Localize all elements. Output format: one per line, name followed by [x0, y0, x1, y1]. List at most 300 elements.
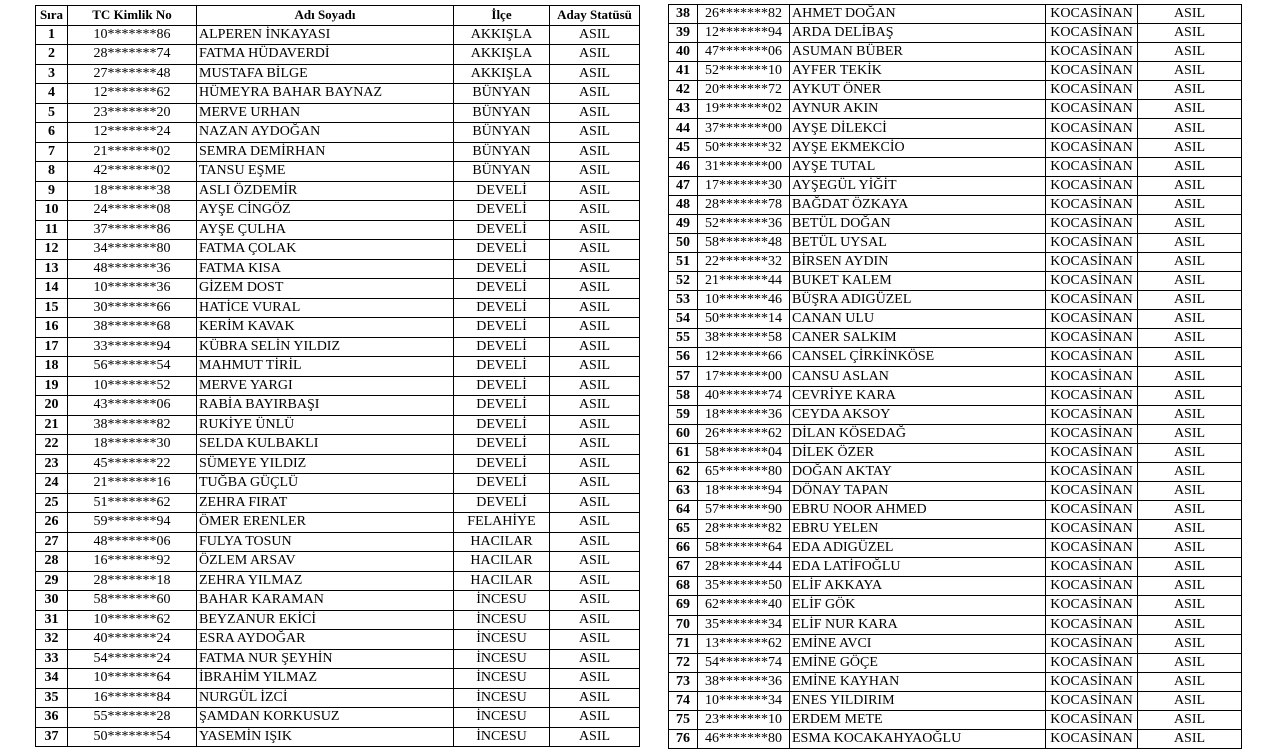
row-number: 7 — [36, 142, 68, 162]
table-row — [669, 710, 1242, 729]
table-row — [669, 100, 1242, 119]
row-number: 59 — [669, 405, 698, 424]
full-name: AYŞEGÜL YİĞİT — [790, 176, 1046, 195]
candidate-status: ASIL — [550, 318, 640, 338]
full-name: AYŞE ÇULHA — [197, 220, 454, 240]
table-row — [36, 318, 640, 338]
tc-number: 10*******46 — [698, 291, 790, 310]
candidate-status: ASIL — [550, 279, 640, 299]
row-number: 4 — [36, 84, 68, 104]
full-name: RUKİYE ÜNLÜ — [197, 415, 454, 435]
district: KOCASİNAN — [1046, 577, 1138, 596]
full-name: BEYZANUR EKİCİ — [197, 610, 454, 630]
table-row — [36, 688, 640, 708]
full-name: ASLI ÖZDEMİR — [197, 181, 454, 201]
district: AKKIŞLA — [454, 64, 550, 84]
tc-number: 26*******62 — [698, 424, 790, 443]
candidate-status: ASIL — [550, 181, 640, 201]
row-number: 10 — [36, 201, 68, 221]
row-number: 56 — [669, 348, 698, 367]
table-row — [669, 119, 1242, 138]
row-number: 38 — [669, 5, 698, 24]
row-number: 69 — [669, 596, 698, 615]
row-number: 18 — [36, 357, 68, 377]
full-name: BAĞDAT ÖZKAYA — [790, 195, 1046, 214]
table-row — [669, 615, 1242, 634]
row-number: 16 — [36, 318, 68, 338]
candidate-status: ASIL — [1138, 100, 1242, 119]
row-number: 58 — [669, 386, 698, 405]
row-number: 45 — [669, 138, 698, 157]
district: KOCASİNAN — [1046, 634, 1138, 653]
district: KOCASİNAN — [1046, 691, 1138, 710]
candidate-status: ASIL — [1138, 291, 1242, 310]
district: AKKIŞLA — [454, 25, 550, 45]
tc-number: 18*******38 — [68, 181, 197, 201]
district: KOCASİNAN — [1046, 62, 1138, 81]
district: DEVELİ — [454, 435, 550, 455]
table-row — [669, 81, 1242, 100]
tc-number: 31*******00 — [698, 157, 790, 176]
full-name: AYŞE EKMEKCİO — [790, 138, 1046, 157]
candidate-status: ASIL — [1138, 539, 1242, 558]
district: KOCASİNAN — [1046, 253, 1138, 272]
table-row — [669, 481, 1242, 500]
candidate-status: ASIL — [1138, 195, 1242, 214]
district: KOCASİNAN — [1046, 43, 1138, 62]
tc-number: 12*******62 — [68, 84, 197, 104]
row-number: 42 — [669, 81, 698, 100]
district: KOCASİNAN — [1046, 119, 1138, 138]
full-name: EDA LATİFOĞLU — [790, 558, 1046, 577]
tc-number: 10*******36 — [68, 279, 197, 299]
district: KOCASİNAN — [1046, 348, 1138, 367]
tc-number: 38*******58 — [698, 329, 790, 348]
row-number: 44 — [669, 119, 698, 138]
full-name: DOĞAN AKTAY — [790, 462, 1046, 481]
table-row — [36, 708, 640, 728]
district: DEVELİ — [454, 474, 550, 494]
district: DEVELİ — [454, 454, 550, 474]
row-number: 24 — [36, 474, 68, 494]
table-row — [36, 591, 640, 611]
full-name: MUSTAFA BİLGE — [197, 64, 454, 84]
candidate-status: ASIL — [550, 220, 640, 240]
tc-number: 10*******86 — [68, 25, 197, 45]
candidate-status: ASIL — [1138, 310, 1242, 329]
full-name: DİLEK ÖZER — [790, 443, 1046, 462]
full-name: HÜMEYRA BAHAR BAYNAZ — [197, 84, 454, 104]
full-name: FATMA KISA — [197, 259, 454, 279]
full-name: EMİNE GÖÇE — [790, 653, 1046, 672]
row-number: 37 — [36, 727, 68, 747]
full-name: FATMA HÜDAVERDİ — [197, 45, 454, 65]
candidate-status: ASIL — [1138, 43, 1242, 62]
candidate-status: ASIL — [550, 474, 640, 494]
table-row — [669, 176, 1242, 195]
candidate-status: ASIL — [1138, 329, 1242, 348]
table-row — [669, 634, 1242, 653]
candidate-status: ASIL — [1138, 653, 1242, 672]
tc-number: 17*******30 — [698, 176, 790, 195]
table-row — [669, 62, 1242, 81]
table-row — [669, 253, 1242, 272]
row-number: 6 — [36, 123, 68, 143]
candidate-status: ASIL — [550, 493, 640, 513]
full-name: ÖZLEM ARSAV — [197, 552, 454, 572]
tc-number: 56*******54 — [68, 357, 197, 377]
row-number: 53 — [669, 291, 698, 310]
tc-number: 23*******20 — [68, 103, 197, 123]
district: İNCESU — [454, 649, 550, 669]
district: KOCASİNAN — [1046, 386, 1138, 405]
table-row — [36, 669, 640, 689]
table-row — [36, 513, 640, 533]
tc-number: 54*******24 — [68, 649, 197, 669]
row-number: 11 — [36, 220, 68, 240]
tc-number: 22*******32 — [698, 253, 790, 272]
full-name: AYŞE TUTAL — [790, 157, 1046, 176]
candidate-status: ASIL — [1138, 176, 1242, 195]
full-name: EBRU YELEN — [790, 520, 1046, 539]
table-row — [36, 357, 640, 377]
district: KOCASİNAN — [1046, 481, 1138, 500]
table-row — [36, 649, 640, 669]
table-row — [36, 103, 640, 123]
district: İNCESU — [454, 688, 550, 708]
table-row — [669, 43, 1242, 62]
row-number: 50 — [669, 233, 698, 252]
row-number: 68 — [669, 577, 698, 596]
table-row — [669, 501, 1242, 520]
district: KOCASİNAN — [1046, 672, 1138, 691]
full-name: EMİNE KAYHAN — [790, 672, 1046, 691]
tc-number: 48*******36 — [68, 259, 197, 279]
table-row — [669, 539, 1242, 558]
row-number: 51 — [669, 253, 698, 272]
candidate-status: ASIL — [1138, 214, 1242, 233]
candidate-status: ASIL — [550, 25, 640, 45]
full-name: BETÜL UYSAL — [790, 233, 1046, 252]
table-row — [36, 376, 640, 396]
district: DEVELİ — [454, 337, 550, 357]
row-number: 41 — [669, 62, 698, 81]
full-name: TUĞBA GÜÇLÜ — [197, 474, 454, 494]
candidate-status: ASIL — [1138, 272, 1242, 291]
district: DEVELİ — [454, 220, 550, 240]
tc-number: 40*******74 — [698, 386, 790, 405]
table-row — [669, 672, 1242, 691]
full-name: ELİF GÖK — [790, 596, 1046, 615]
full-name: CANSU ASLAN — [790, 367, 1046, 386]
candidate-status: ASIL — [1138, 596, 1242, 615]
candidate-status: ASIL — [1138, 634, 1242, 653]
row-number: 21 — [36, 415, 68, 435]
candidate-status: ASIL — [550, 376, 640, 396]
tc-number: 10*******52 — [68, 376, 197, 396]
table-row — [669, 24, 1242, 43]
district: BÜNYAN — [454, 162, 550, 182]
district: HACILAR — [454, 552, 550, 572]
full-name: HATİCE VURAL — [197, 298, 454, 318]
full-name: KERİM KAVAK — [197, 318, 454, 338]
candidate-status: ASIL — [550, 201, 640, 221]
tc-number: 28*******82 — [698, 520, 790, 539]
tc-number: 34*******80 — [68, 240, 197, 260]
candidate-status: ASIL — [550, 357, 640, 377]
full-name: ZEHRA YILMAZ — [197, 571, 454, 591]
table-row — [669, 443, 1242, 462]
table-row — [669, 462, 1242, 481]
candidate-status: ASIL — [550, 103, 640, 123]
row-number: 73 — [669, 672, 698, 691]
row-number: 65 — [669, 520, 698, 539]
candidate-status: ASIL — [550, 337, 640, 357]
candidate-status: ASIL — [1138, 710, 1242, 729]
district: BÜNYAN — [454, 84, 550, 104]
candidate-status: ASIL — [1138, 367, 1242, 386]
district: KOCASİNAN — [1046, 443, 1138, 462]
candidate-status: ASIL — [550, 649, 640, 669]
district: KOCASİNAN — [1046, 539, 1138, 558]
candidate-status: ASIL — [1138, 119, 1242, 138]
tc-number: 51*******62 — [68, 493, 197, 513]
district: İNCESU — [454, 708, 550, 728]
row-number: 26 — [36, 513, 68, 533]
district: KOCASİNAN — [1046, 81, 1138, 100]
candidate-status: ASIL — [550, 64, 640, 84]
full-name: EBRU NOOR AHMED — [790, 501, 1046, 520]
full-name: GİZEM DOST — [197, 279, 454, 299]
row-number: 28 — [36, 552, 68, 572]
table-row — [36, 279, 640, 299]
district: İNCESU — [454, 669, 550, 689]
candidate-status: ASIL — [550, 454, 640, 474]
full-name: ESMA KOCAKAHYAOĞLU — [790, 729, 1046, 748]
full-name: ALPEREN İNKAYASI — [197, 25, 454, 45]
tc-number: 52*******36 — [698, 214, 790, 233]
row-number: 2 — [36, 45, 68, 65]
full-name: SÜMEYE YILDIZ — [197, 454, 454, 474]
district: DEVELİ — [454, 279, 550, 299]
candidate-status: ASIL — [550, 688, 640, 708]
table-row — [36, 45, 640, 65]
tc-number: 58*******48 — [698, 233, 790, 252]
tc-number: 57*******90 — [698, 501, 790, 520]
full-name: NURGÜL İZCİ — [197, 688, 454, 708]
candidate-status: ASIL — [550, 532, 640, 552]
row-number: 30 — [36, 591, 68, 611]
full-name: EDA ADIGÜZEL — [790, 539, 1046, 558]
full-name: ÖMER ERENLER — [197, 513, 454, 533]
full-name: TANSU EŞME — [197, 162, 454, 182]
full-name: BAHAR KARAMAN — [197, 591, 454, 611]
district: KOCASİNAN — [1046, 462, 1138, 481]
tc-number: 30*******66 — [68, 298, 197, 318]
table-row — [36, 396, 640, 416]
tc-number: 42*******02 — [68, 162, 197, 182]
district: KOCASİNAN — [1046, 367, 1138, 386]
table-row — [36, 474, 640, 494]
full-name: FATMA NUR ŞEYHİN — [197, 649, 454, 669]
candidate-status: ASIL — [1138, 577, 1242, 596]
full-name: ZEHRA FIRAT — [197, 493, 454, 513]
row-number: 39 — [669, 24, 698, 43]
row-number: 62 — [669, 462, 698, 481]
table-row — [36, 435, 640, 455]
full-name: SELDA KULBAKLI — [197, 435, 454, 455]
candidate-status: ASIL — [550, 259, 640, 279]
district: KOCASİNAN — [1046, 100, 1138, 119]
district: DEVELİ — [454, 259, 550, 279]
district: KOCASİNAN — [1046, 138, 1138, 157]
tc-number: 10*******64 — [68, 669, 197, 689]
district: BÜNYAN — [454, 103, 550, 123]
table-row — [669, 424, 1242, 443]
full-name: DİLAN KÖSEDAĞ — [790, 424, 1046, 443]
candidate-status: ASIL — [550, 669, 640, 689]
row-number: 32 — [36, 630, 68, 650]
district: DEVELİ — [454, 298, 550, 318]
header-ilce: İlçe — [454, 6, 550, 26]
candidate-status: ASIL — [1138, 233, 1242, 252]
table-row — [36, 240, 640, 260]
district: KOCASİNAN — [1046, 214, 1138, 233]
district: KOCASİNAN — [1046, 653, 1138, 672]
full-name: CEVRİYE KARA — [790, 386, 1046, 405]
row-number: 47 — [669, 176, 698, 195]
full-name: BİRSEN AYDIN — [790, 253, 1046, 272]
full-name: DÖNAY TAPAN — [790, 481, 1046, 500]
header-status: Aday Statüsü — [550, 6, 640, 26]
tc-number: 50*******54 — [68, 727, 197, 747]
tc-number: 35*******34 — [698, 615, 790, 634]
district: İNCESU — [454, 610, 550, 630]
table-row — [36, 571, 640, 591]
full-name: AYNUR AKIN — [790, 100, 1046, 119]
row-number: 27 — [36, 532, 68, 552]
row-number: 74 — [669, 691, 698, 710]
row-number: 12 — [36, 240, 68, 260]
full-name: BETÜL DOĞAN — [790, 214, 1046, 233]
district: AKKIŞLA — [454, 45, 550, 65]
full-name: AYŞE DİLEKCİ — [790, 119, 1046, 138]
row-number: 66 — [669, 539, 698, 558]
candidate-status: ASIL — [1138, 138, 1242, 157]
full-name: MERVE YARGI — [197, 376, 454, 396]
header-name: Adı Soyadı — [197, 6, 454, 26]
table-row — [669, 214, 1242, 233]
table-row — [36, 552, 640, 572]
district: DEVELİ — [454, 493, 550, 513]
candidate-status: ASIL — [1138, 729, 1242, 748]
tc-number: 52*******10 — [698, 62, 790, 81]
row-number: 29 — [36, 571, 68, 591]
candidate-status: ASIL — [550, 142, 640, 162]
row-number: 25 — [36, 493, 68, 513]
full-name: KÜBRA SELİN YILDIZ — [197, 337, 454, 357]
candidate-status: ASIL — [550, 727, 640, 747]
table-row — [669, 5, 1242, 24]
table-row — [36, 630, 640, 650]
full-name: EMİNE AVCI — [790, 634, 1046, 653]
candidate-status: ASIL — [1138, 386, 1242, 405]
tc-number: 21*******16 — [68, 474, 197, 494]
candidate-status: ASIL — [1138, 615, 1242, 634]
candidate-status: ASIL — [550, 45, 640, 65]
full-name: ERDEM METE — [790, 710, 1046, 729]
table-row — [36, 337, 640, 357]
district: DEVELİ — [454, 201, 550, 221]
candidate-table-left — [35, 5, 640, 747]
table-row — [36, 162, 640, 182]
tc-number: 38*******36 — [698, 672, 790, 691]
tc-number: 10*******62 — [68, 610, 197, 630]
tc-number: 37*******00 — [698, 119, 790, 138]
full-name: FULYA TOSUN — [197, 532, 454, 552]
table-row — [36, 298, 640, 318]
table-row — [36, 727, 640, 747]
full-name: ENES YILDIRIM — [790, 691, 1046, 710]
district: İNCESU — [454, 591, 550, 611]
full-name: RABİA BAYIRBAŞI — [197, 396, 454, 416]
full-name: BUKET KALEM — [790, 272, 1046, 291]
table-row — [669, 558, 1242, 577]
candidate-status: ASIL — [1138, 558, 1242, 577]
candidate-status: ASIL — [1138, 481, 1242, 500]
district: KOCASİNAN — [1046, 291, 1138, 310]
district: KOCASİNAN — [1046, 520, 1138, 539]
full-name: ASUMAN BÜBER — [790, 43, 1046, 62]
candidate-status: ASIL — [550, 513, 640, 533]
row-number: 71 — [669, 634, 698, 653]
row-number: 20 — [36, 396, 68, 416]
full-name: CANER SALKIM — [790, 329, 1046, 348]
table-row — [669, 195, 1242, 214]
candidate-status: ASIL — [1138, 405, 1242, 424]
row-number: 76 — [669, 729, 698, 748]
district: KOCASİNAN — [1046, 157, 1138, 176]
row-number: 33 — [36, 649, 68, 669]
candidate-status: ASIL — [1138, 443, 1242, 462]
row-number: 57 — [669, 367, 698, 386]
full-name: ELİF NUR KARA — [790, 615, 1046, 634]
table-row — [669, 520, 1242, 539]
table-row — [669, 291, 1242, 310]
row-number: 52 — [669, 272, 698, 291]
full-name: ARDA DELİBAŞ — [790, 24, 1046, 43]
candidate-status: ASIL — [550, 415, 640, 435]
district: BÜNYAN — [454, 123, 550, 143]
table-row — [36, 84, 640, 104]
full-name: ESRA AYDOĞAR — [197, 630, 454, 650]
district: HACILAR — [454, 532, 550, 552]
district: FELAHİYE — [454, 513, 550, 533]
full-name: YASEMİN IŞIK — [197, 727, 454, 747]
table-row — [669, 653, 1242, 672]
row-number: 75 — [669, 710, 698, 729]
row-number: 43 — [669, 100, 698, 119]
row-number: 40 — [669, 43, 698, 62]
tc-number: 23*******10 — [698, 710, 790, 729]
candidate-status: ASIL — [1138, 424, 1242, 443]
candidate-status: ASIL — [1138, 462, 1242, 481]
district: İNCESU — [454, 630, 550, 650]
row-number: 22 — [36, 435, 68, 455]
candidate-status: ASIL — [1138, 5, 1242, 24]
district: DEVELİ — [454, 376, 550, 396]
tc-number: 19*******02 — [698, 100, 790, 119]
